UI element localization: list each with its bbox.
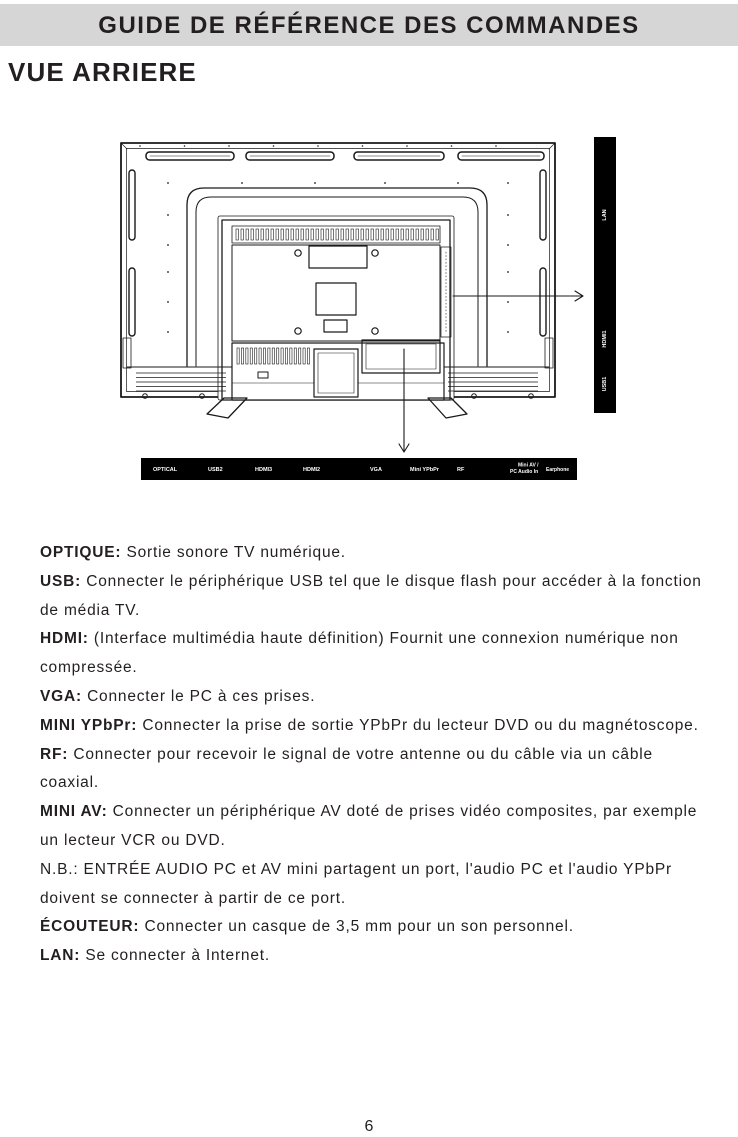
description-term: MINI AV: — [40, 803, 108, 821]
port-label-hdmi1: HDMI1 — [602, 330, 608, 348]
port-label-lan: LAN — [602, 209, 608, 221]
panel-dot — [457, 182, 459, 184]
port-label-pc-audio-in: PC Audio In — [510, 469, 539, 475]
vent-slot — [436, 229, 438, 240]
vent-slot — [301, 229, 303, 240]
vent-slot — [341, 229, 343, 240]
bottom-port-bar — [141, 458, 577, 480]
vent-slot — [261, 229, 263, 240]
vent-slot — [255, 348, 257, 364]
description-line — [40, 827, 702, 856]
port-label-usb1: USB1 — [602, 376, 608, 392]
vent-slot — [246, 348, 248, 364]
section-title: VUE ARRIERE — [8, 57, 197, 87]
note-text: N.B.: ENTRÉE AUDIO PC et AV mini partagent un port, l'audio PC et l'audio YPbPr — [40, 860, 672, 878]
vent-slot — [416, 229, 418, 240]
vent-slot — [268, 348, 270, 364]
description-line — [40, 741, 702, 770]
vent-slot — [351, 229, 353, 240]
panel-dot — [451, 145, 453, 147]
vent-slot — [346, 229, 348, 240]
port-label-hdmi3: HDMI3 — [255, 467, 273, 473]
port-label-hdmi2: HDMI2 — [303, 467, 321, 473]
port-label-usb2: USB2 — [208, 467, 223, 473]
vent-slot — [401, 229, 403, 240]
port-label-rf: RF — [457, 467, 465, 473]
description-term: VGA: — [40, 687, 82, 705]
description-term: LAN: — [40, 947, 81, 965]
panel-dot — [167, 182, 169, 184]
description-line — [40, 885, 702, 914]
vent-slot — [281, 229, 283, 240]
panel-dot — [167, 301, 169, 303]
description-text: compressée. — [40, 659, 138, 677]
vent-slot — [366, 229, 368, 240]
description-text: Se connecter à Internet. — [85, 947, 270, 965]
description-term: OPTIQUE: — [40, 544, 122, 561]
module-top-vents — [236, 229, 438, 240]
vent-slot — [356, 229, 358, 240]
vent-slot — [376, 229, 378, 240]
panel-dot — [362, 145, 364, 147]
vent-slot — [431, 229, 433, 240]
panel-dot — [507, 331, 509, 333]
stand-foot-right — [428, 398, 467, 418]
connector-descriptions — [40, 539, 702, 971]
vent-slot — [336, 229, 338, 240]
port-label-mini-av: Mini AV / — [518, 462, 539, 469]
vent-slot — [396, 229, 398, 240]
tv-back-diagram — [0, 130, 738, 490]
vent-slot — [331, 229, 333, 240]
panel-dot — [273, 145, 275, 147]
vent-slot — [281, 348, 283, 364]
description-term: ÉCOUTEUR: — [40, 918, 140, 936]
vent-slot — [241, 229, 243, 240]
description-line — [40, 856, 702, 885]
description-line — [40, 539, 702, 568]
description-text: Sortie sonore TV numérique. — [126, 544, 346, 561]
vent-slot — [251, 229, 253, 240]
port-label-mini-ypbpr: Mini YPbPr — [410, 467, 439, 473]
description-line — [40, 597, 702, 626]
vent-slot — [294, 348, 296, 364]
panel-dot — [495, 145, 497, 147]
vent-slot — [311, 229, 313, 240]
panel-dot — [317, 145, 319, 147]
description-text: un lecteur VCR ou DVD. — [40, 831, 226, 849]
description-term: USB: — [40, 572, 82, 590]
page-title: GUIDE DE RÉFÉRENCE DES COMMANDES — [98, 12, 640, 39]
vent-slot — [256, 229, 258, 240]
page-header-band — [0, 4, 738, 46]
vent-slot — [391, 229, 393, 240]
vent-slot — [259, 348, 261, 364]
description-line — [40, 798, 702, 827]
panel-dot — [167, 331, 169, 333]
description-text: Connecter pour recevoir le signal de votre antenne ou du câble via un câble — [73, 745, 653, 763]
vent-slot — [371, 229, 373, 240]
description-line — [40, 568, 702, 597]
vent-slot — [286, 229, 288, 240]
vent-slot — [246, 229, 248, 240]
panel-dot — [167, 271, 169, 273]
description-line — [40, 654, 702, 683]
description-text: de média TV. — [40, 601, 141, 619]
description-term: HDMI: — [40, 630, 89, 648]
description-text: Connecter le périphérique USB tel que le disque flash pour accéder à la fonction — [86, 572, 702, 590]
vent-slot — [316, 229, 318, 240]
vent-slot — [272, 348, 274, 364]
panel-dot — [507, 271, 509, 273]
description-line — [40, 769, 702, 798]
description-line — [40, 712, 702, 741]
description-line — [40, 625, 702, 654]
vent-slot — [250, 348, 252, 364]
vent-slot — [241, 348, 243, 364]
vent-slot — [421, 229, 423, 240]
vent-slot — [263, 348, 265, 364]
vent-slot — [291, 229, 293, 240]
vent-slot — [277, 348, 279, 364]
vent-slot — [296, 229, 298, 240]
vent-slot — [303, 348, 305, 364]
panel-dot — [139, 145, 141, 147]
vent-slot — [326, 229, 328, 240]
stand-foot-left — [207, 398, 247, 418]
vent-slot — [236, 229, 238, 240]
description-line — [40, 683, 702, 712]
panel-dot — [167, 244, 169, 246]
panel-dot — [241, 182, 243, 184]
side-port-bar — [594, 137, 616, 413]
description-text: (Interface multimédia haute définition) Fournit une connexion numérique non — [93, 630, 679, 648]
vent-slot — [411, 229, 413, 240]
panel-dot — [314, 182, 316, 184]
vent-slot — [276, 229, 278, 240]
vent-slot — [285, 348, 287, 364]
port-label-optical: OPTICAL — [153, 467, 178, 473]
vent-slot — [307, 348, 309, 364]
panel-dot — [507, 182, 509, 184]
description-term: RF: — [40, 745, 69, 763]
vent-slot — [306, 229, 308, 240]
port-label-vga: VGA — [370, 467, 382, 473]
vent-slot — [266, 229, 268, 240]
vent-slot — [321, 229, 323, 240]
description-term: MINI YPbPr: — [40, 716, 138, 734]
panel-dot — [384, 182, 386, 184]
port-label-earphone: Earphone — [546, 467, 570, 473]
vent-slot — [299, 348, 301, 364]
page-number: 6 — [364, 1118, 374, 1135]
vent-slot — [386, 229, 388, 240]
vent-slot — [406, 229, 408, 240]
description-text: Connecter un casque de 3,5 mm pour un son personnel. — [144, 918, 574, 936]
description-text: coaxial. — [40, 774, 99, 792]
description-text: Connecter un périphérique AV doté de prises vidéo composites, par exemple — [112, 803, 698, 821]
panel-dot — [406, 145, 408, 147]
vent-slot — [290, 348, 292, 364]
panel-dot — [167, 214, 169, 216]
vent-slot — [237, 348, 239, 364]
vent-slot — [361, 229, 363, 240]
description-text: Connecter la prise de sortie YPbPr du lecteur DVD ou du magnétoscope. — [142, 716, 699, 734]
panel-dot — [507, 301, 509, 303]
vent-slot — [381, 229, 383, 240]
panel-dot — [507, 244, 509, 246]
module-lower-vents — [237, 348, 310, 364]
description-line — [40, 913, 702, 942]
panel-dot — [184, 145, 186, 147]
description-text: Connecter le PC à ces prises. — [87, 687, 316, 705]
note-text: doivent se connecter à partir de ce port. — [40, 889, 346, 907]
description-line — [40, 942, 702, 971]
vent-slot — [426, 229, 428, 240]
panel-dot — [507, 214, 509, 216]
panel-dot — [228, 145, 230, 147]
vent-slot — [271, 229, 273, 240]
